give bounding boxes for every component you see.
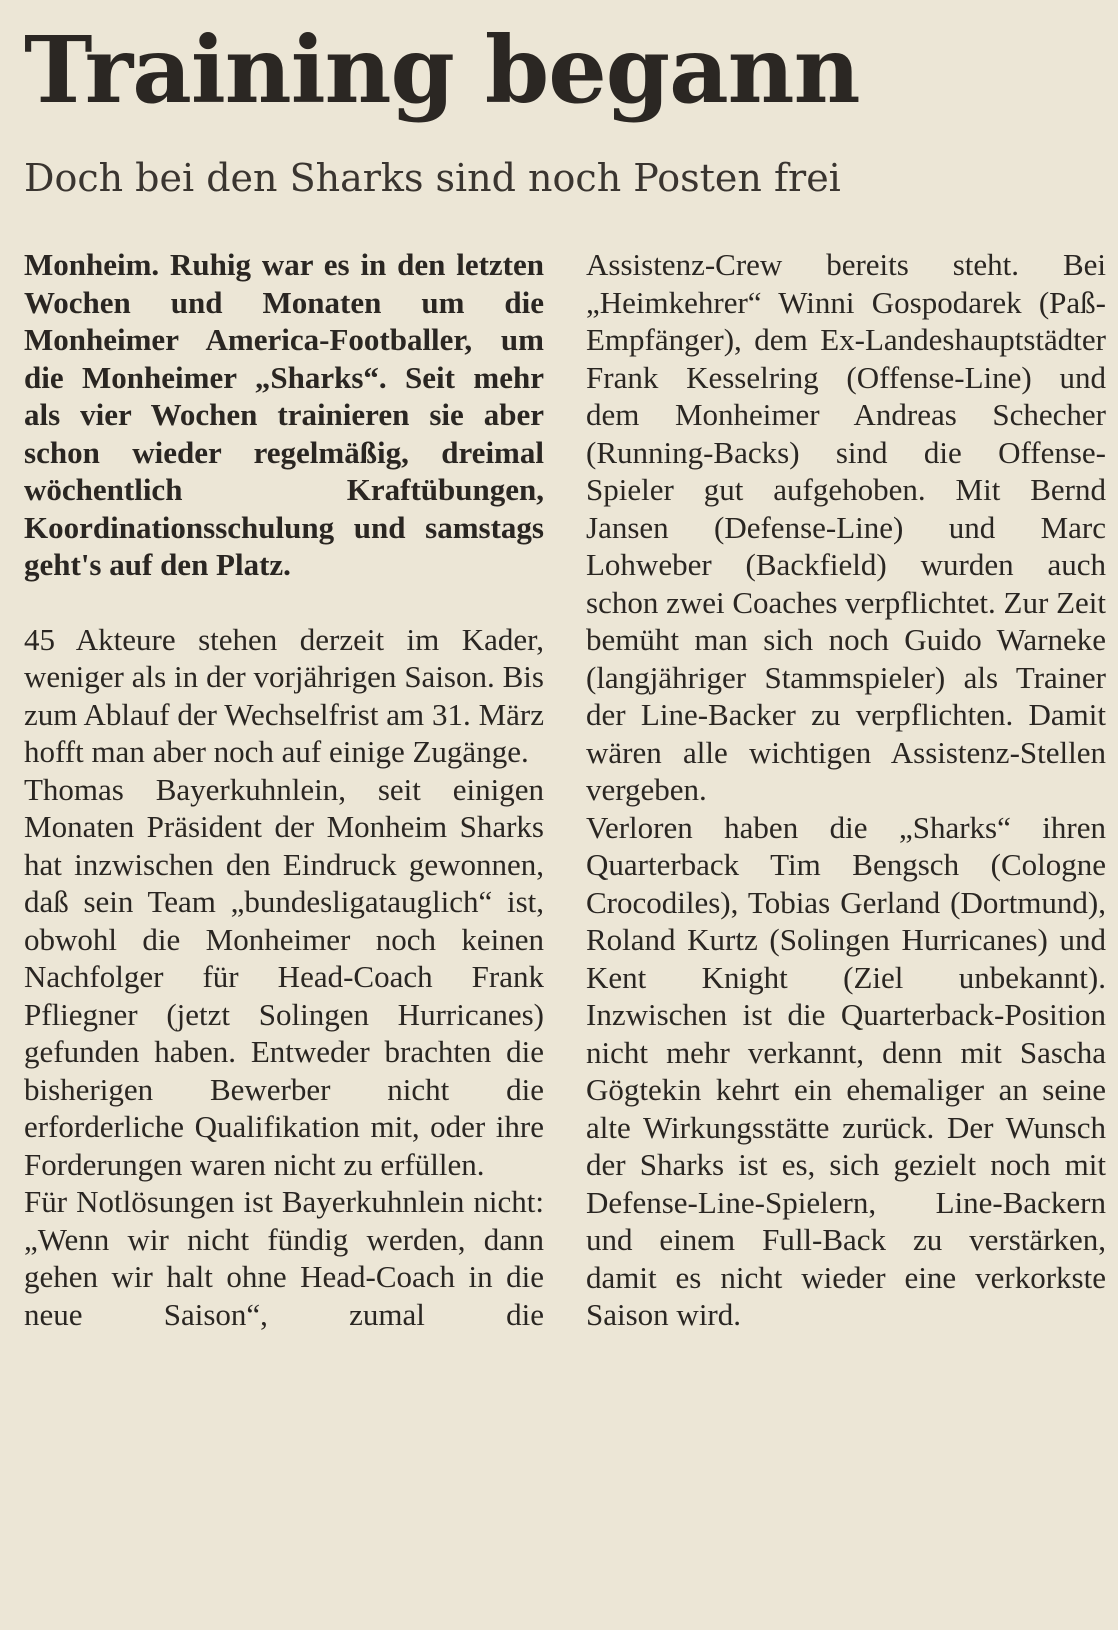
article-column-left xyxy=(24,246,544,1333)
body-paragraph: Assistenz-Crew bereits steht. Bei „Heimkehrer“ Winni Gospodarek (Paß-Empfänger), dem Ex-Landeshauptstädter Frank Kesselring (Offense-Line) und dem Monheimer Andreas Schecher (Running-Backs) sind die Offense-Spieler gut aufgehoben. Mit Bernd Jansen (Defense-Line) und Marc Lohweber (Backfield) wurden auch schon zwei Coaches verpflichtet. Zur Zeit bemüht man sich noch Guido Warneke (langjähriger Stammspieler) als Trainer der Line-Backer zu verpflichten. Damit wären alle wichtigen Assistenz-Stellen vergeben. xyxy=(586,247,1106,807)
subheadline: Doch bei den Sharks sind noch Posten frei xyxy=(24,156,841,200)
lead-paragraph: Monheim. Ruhig war es in den letzten Wochen und Monaten um die Monheimer America-Footballer, um die Monheimer „Sharks“. Seit mehr als vier Wochen trainieren sie aber schon wieder regelmäßig, dreimal wöchentlich Kraftübungen, Koordinationsschulung und samstags geht's auf den Platz. xyxy=(24,247,544,582)
body-paragraph: Für Notlösungen ist Bayerkuhnlein nicht: „Wenn wir nicht fündig werden, dann gehen wir halt ohne Head-Coach in die neue Saison“, zumal die xyxy=(24,1184,544,1332)
body-paragraph: Verloren haben die „Sharks“ ihren Quarterback Tim Bengsch (Cologne Crocodiles), Tobias Gerland (Dortmund), Roland Kurtz (Solingen Hurricanes) und Kent Knight (Ziel unbekannt). Inzwischen ist die Quarterback-Position nicht mehr verkannt, denn mit Sascha Gögtekin kehrt ein ehemaliger an seine alte Wirkungsstätte zurück. Der Wunsch der Sharks ist es, sich gezielt noch mit Defense-Line-Spielern, Line-Backern und einem Full-Back zu verstärken, damit es nicht wieder eine verkorkste Saison wird. xyxy=(586,809,1106,1332)
body-paragraph: 45 Akteure stehen derzeit im Kader, weniger als in der vorjährigen Saison. Bis zum Ablauf der Wechselfrist am 31. März hofft man aber noch auf einige Zugänge. xyxy=(24,621,544,769)
article-column-right xyxy=(586,246,1106,1334)
headline: Training begann xyxy=(24,16,860,124)
paragraph-gap xyxy=(24,584,544,621)
body-paragraph: Thomas Bayerkuhnlein, seit einigen Monaten Präsident der Monheim Sharks hat inzwischen den Eindruck gewonnen, daß sein Team „bundesligatauglich“ ist, obwohl die Monheimer noch keinen Nachfolger für Head-Coach Frank Pfliegner (jetzt Solingen Hurricanes) gefunden haben. Entweder brachten die bisherigen Bewerber nicht die erforderliche Qualifikation mit, oder ihre Forderungen waren nicht zu erfüllen. xyxy=(24,771,544,1182)
